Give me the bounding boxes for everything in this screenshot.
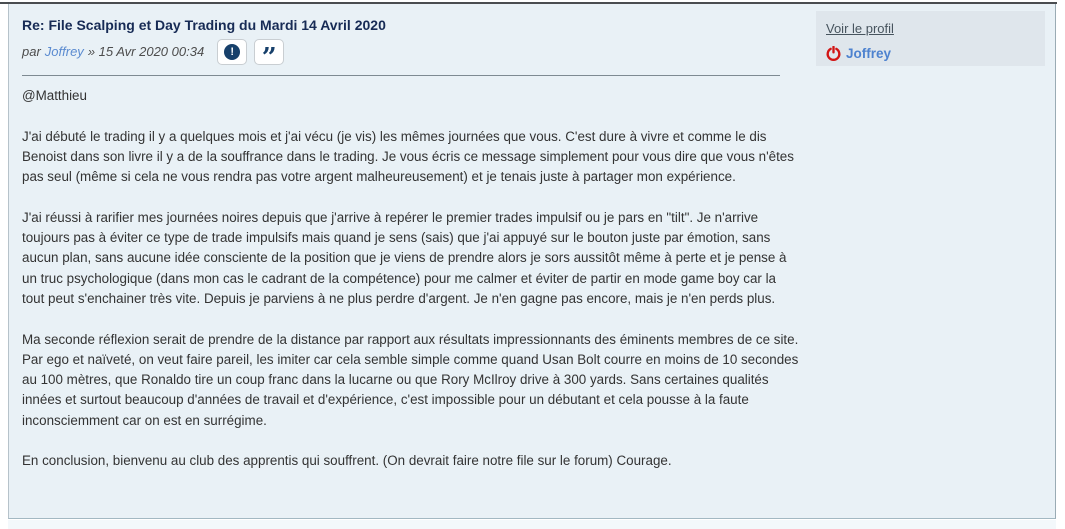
profile-username-link[interactable]: Joffrey xyxy=(846,46,892,61)
bottom-strip xyxy=(8,520,1056,529)
post-paragraph: J'ai réussi à rarifier mes journées noires depuis que j'arrive à repérer le premier trades impulsif ou je pars en "tilt". Je n'arrive toujours pas à éviter ce type de trade impulsifs mais quand je sens (sais) que j'ai appuyé sur le bouton juste par émotion, sans aucun plan, sans aucune idée consciente de la position que je viens de prendre alors je sors aussitôt même à perte et je pense à un truc psychologique (dans mon cas le cadrant de la compétence) pour me calmer et éviter de partir en mode game boy car la tout peut s'enchainer très vite. Depuis je parviens à ne plus perdre d'argent. Je n'en gagne pas encore, mais je n'en perds plus. xyxy=(22,209,787,306)
post-divider xyxy=(22,75,780,76)
post-paragraph: J'ai débuté le trading il y a quelques mois et j'ai vécu (je vis) les mêmes journées que vous. C'est dure à vivre et comme le dis Benoist dans son livre il y a de la souffrance dans le trading. Je vous écris ce message simplement pour vous dire que vous n'êtes pas seul (même si cela ne vous rendra pas votre argent malheureusement) et je tenais juste à partager mon expérience. xyxy=(22,128,794,185)
post-paragraph: @Matthieu xyxy=(22,88,87,103)
post-byline xyxy=(22,39,800,65)
post-paragraph: En conclusion, bienvenu au club des apprentis qui souffrent. (On devrait faire notre file sur le forum) Courage. xyxy=(22,453,672,469)
byline-date: » 15 Avr 2020 00:34 xyxy=(87,44,205,59)
byline-prefix: par xyxy=(22,44,41,59)
online-status-icon xyxy=(826,46,841,61)
post-main xyxy=(22,16,800,472)
post-body xyxy=(22,86,800,472)
quote-icon: ” xyxy=(261,43,277,65)
profile-box xyxy=(816,11,1045,66)
post-paragraph: Ma seconde réflexion serait de prendre de la distance par rapport aux résultats impressionnants des éminents membres de ce site. Par ego et naïveté, on veut faire pareil, les imiter car cela semble simple comme quand Usan Bolt courre en moins de 10 secondes au 100 mètres, que Ronaldo tire un coup franc dans la lucarne ou que Rory McIlroy drive à 300 yards. Sans certaines qualités innées et surtout beaucoup d'années de travail et d'expérience, c'est impossible pour un débutant et cela pousse à la faute inconsciemment car on est en surrégime. xyxy=(22,331,799,428)
profile-user-row xyxy=(826,46,1035,61)
report-button[interactable] xyxy=(217,39,247,65)
view-profile-link[interactable]: Voir le profil xyxy=(826,21,894,36)
post-title-link[interactable]: Re: File Scalping et Day Trading du Mardi 14 Avril 2020 xyxy=(22,17,386,33)
post-panel xyxy=(8,4,1056,519)
quote-button[interactable] xyxy=(254,39,284,65)
report-icon: ! xyxy=(224,44,240,60)
author-link[interactable]: Joffrey xyxy=(44,44,84,59)
